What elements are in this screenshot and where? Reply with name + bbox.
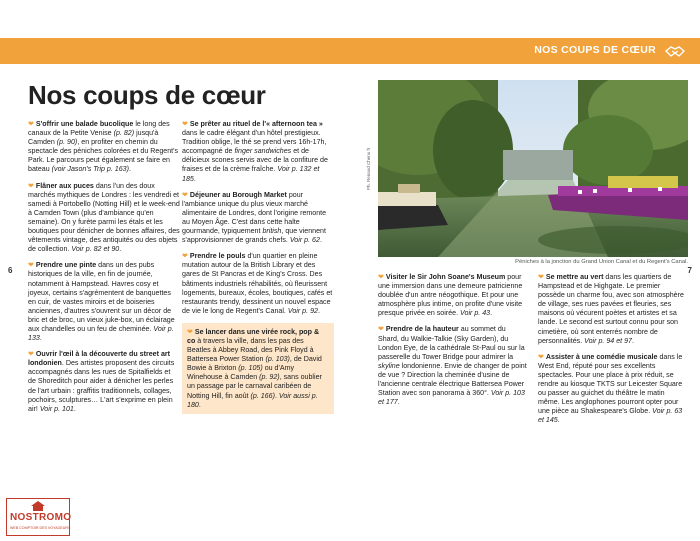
entry-afternoon-tea: ❤ Se prêter au rituel de l'« afternoon tea » dans le cadre élégant d'un hôtel prestigieux. Tradition oblige, le thé se prend vers 16h-17h, accompagné de finger sandwiches et de délicieux scones servis avec de la confiture de fraises et de la crème fraîche. Voir p. 132 et 185. <box>182 120 328 183</box>
header-band <box>0 38 700 64</box>
heart-icon: ❤ <box>28 351 34 359</box>
entry-rock-pop-box: ❤ Se lancer dans une virée rock, pop & co à travers la ville, dans les pas des Beatles à Abbey Road, des Pink Floyd à Battersea Power Station (p. 103), de David Bowie à Brixton (p. 105) ou d'Amy Winehouse à Camden (p. 92), sans oublier un passage par le carnaval caribéen de Notting Hill, fin août (p. 166). Voir aussi p. 180. <box>182 323 334 414</box>
heart-icon: ❤ <box>538 274 544 281</box>
column-2 <box>182 120 334 421</box>
entry-comedie-musicale: ❤ Assister à une comédie musicale dans le West End, réputé pour ses excellents spectacles. Pour une place à prix réduit, se rendre au kiosque TKTS sur Leicester Square ou passer au guichet du théâtre le matin même. Les anglophones pourront opter pour une pièce au Shakespeare's Globe. Voir p. 63 et 145. <box>538 352 683 425</box>
heart-icon: ❤ <box>187 328 193 336</box>
page-number-left: 6 <box>8 266 13 275</box>
entry-vert: ❤ Se mettre au vert dans les quartiers de Hampstead et de Highgate. Le premier possède un charme fou, avec son atmosphère de village, ses rues pavées et fleuries, ses maisons où vécurent poètes et artistes et sa lande. Le second est surtout connu pour son cimetière, où sont enterrés nombre de personnalités. Voir p. 94 et 97. <box>538 273 684 345</box>
handshake-icon <box>664 43 686 59</box>
entry-balade: ❤ S'offrir une balade bucolique le long des canaux de la Petite Venise (p. 82) jusqu'à Camden (p. 90), en profiter en chemin du spectacle des péniches colorées et du Regent's Park. Le parcours peut également se faire en bateau (voir Jason's Trip p. 163). <box>28 120 179 174</box>
heart-icon: ❤ <box>28 121 34 128</box>
heart-icon: ❤ <box>28 182 34 190</box>
entry-puces: ❤ Flâner aux puces dans l'un des doux marchés mythiques de Londres : les vendredi et samedi à Portobello (Notting Hill) et le week-end à Camden Town (plus d'ambiance qu'en semaine). On y furète parmi les étals et les boutiques pour dénicher de bonnes affaires, des vêtements vintage, des antiquités ou des objets de collection. Voir p. 82 et 90. <box>28 181 180 254</box>
entry-pinte: ❤ Prendre une pinte dans un des pubs historiques de la ville, en fin de journée, notamment à Hampstead. Havres cosy et joyeux, certains s'agrémentent de banquettes en cuir, de vastes miroirs et de boiseries anciennes, d'autres s'ouvrent sur un décor de bric et de broc, un vieux juke-box, un éclairage aux chandelles ou un feu de cheminée. Voir p. 133. <box>28 261 175 343</box>
column-4 <box>538 273 688 433</box>
page-number-right: 7 <box>687 266 692 275</box>
heart-icon: ❤ <box>378 274 384 281</box>
photo-credit: Ph. Renaud Chenu fr <box>366 147 371 190</box>
entry-street-art: ❤ Ouvrir l'œil à la découverte du street art londonien. Des artistes proposent des circuits accompagnés dans les rues de Spitalfields et de Shoreditch pour aider à dénicher les perles de l'art urbain : graffitis traditionnels, collages, pochoirs, sculptures… L'art s'exprime en plein air! Voir p. 101. <box>28 350 175 413</box>
entry-pouls: ❤ Prendre le pouls d'un quartier en pleine mutation autour de la British Library et des gares de St Pancras et de King's Cross. Des bâtiments industriels réhabilités, où fleurissent logements, bureaux, écoles, boutiques, cafés et restaurants trendy, dessinent un nouvel espace de vie le long de Regent's Canal. Voir p. 92. <box>182 252 333 315</box>
entry-soane-museum: ❤ Visiter le Sir John Soane's Museum pour une immersion dans une demeure patricienne doublée d'un antre néogothique. Et pour une atmosphère plus intime, on profite d'une visite presque privée en soirée. Voir p. 43. <box>378 273 523 318</box>
photo-caption: Péniches à la jonction du Grand Union Canal et du Regent's Canal. <box>515 259 688 265</box>
entry-hauteur: ❤ Prendre de la hauteur au sommet du Shard, du Walkie-Talkie (Sky Garden), du London Eye, de la cathédrale St-Paul ou sur la passerelle du Tower Bridge pour admirer la skyline londonienne. Envie de changer de point de vue ? Direction la cheminée d'usine de l'ancienne centrale électrique Battersea Power Station avec son panorama à 360°. Voir p. 103 et 177. <box>378 325 527 407</box>
column-3 <box>378 273 528 414</box>
nostromo-logo: NOSTROMO WEB COMPTOIR DES VOYAGEURS <box>6 498 70 536</box>
heart-icon: ❤ <box>182 253 188 261</box>
house-icon <box>31 501 45 511</box>
heart-icon: ❤ <box>538 353 544 361</box>
heart-icon: ❤ <box>28 262 34 270</box>
heart-icon: ❤ <box>182 191 188 199</box>
heart-icon: ❤ <box>182 121 188 128</box>
page-title: Nos coups de cœur <box>28 80 266 110</box>
entry-borough-market: ❤ Déjeuner au Borough Market pour l'ambiance unique du plus vieux marché alimentaire de Londres, dont l'origine remonte au Moyen Âge. C'est dans cette halte gourmande, typiquement british, que viennent s'approvisionner de grands chefs. Voir p. 62. <box>182 190 327 245</box>
column-1 <box>28 120 180 421</box>
canal-photo <box>378 80 688 257</box>
heart-icon: ❤ <box>378 326 384 334</box>
band-title: NOS COUPS DE CŒUR <box>534 44 656 56</box>
